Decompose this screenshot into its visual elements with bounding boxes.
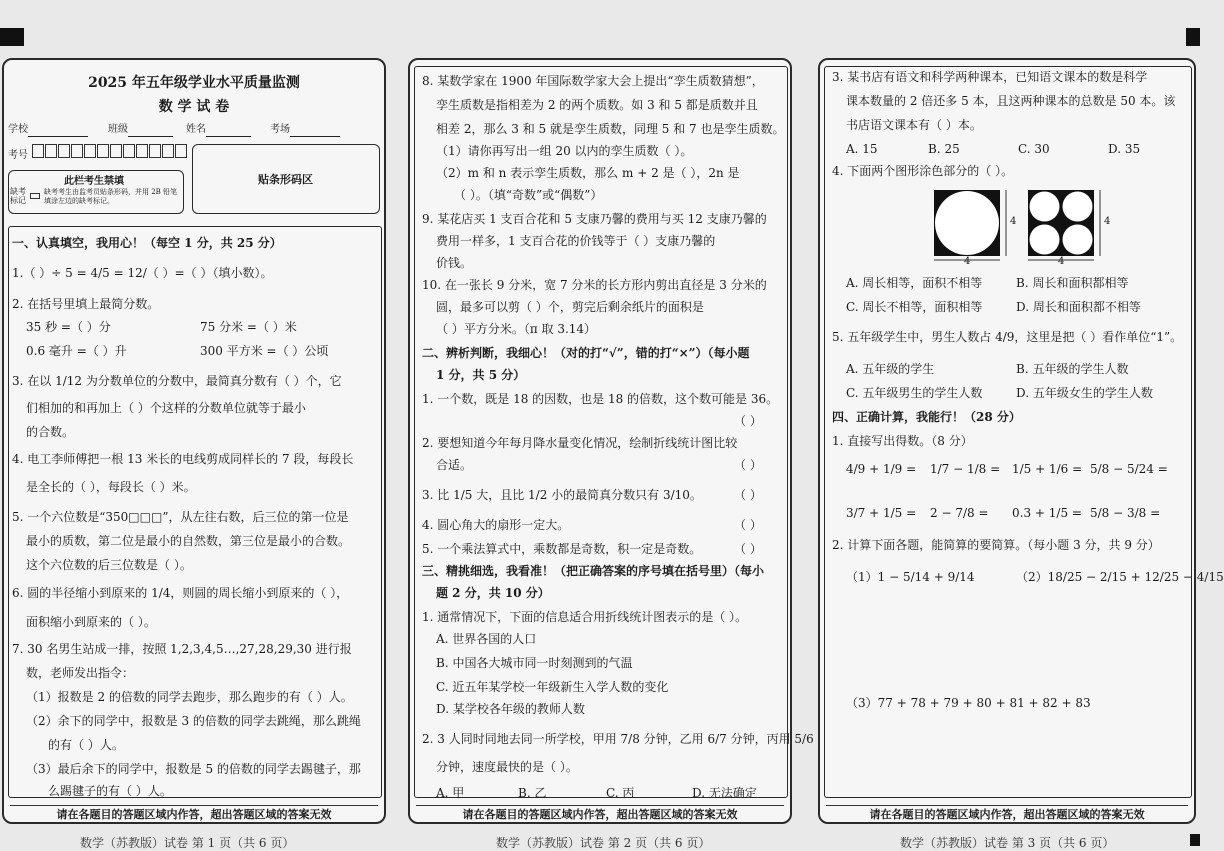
judge-2-cont: 合适。 <box>436 458 473 472</box>
page-3-footer: 请在各题目的答题区域内作答，超出答题区域的答案无效 <box>826 805 1188 823</box>
choice-5: 5. 五年级学生中，男生人数占 4/9，这里是把（ ）看作单位“1”。 <box>832 330 1183 344</box>
corner-mark-bottom-right <box>1190 834 1200 846</box>
q2-b: 75 分米 =（ ）米 <box>200 320 297 334</box>
calc-1-f: 2 − 7/8 = <box>930 506 989 520</box>
calc-1-d: 5/8 − 5/24 = <box>1090 462 1168 476</box>
q10-line3: （ ）平方分米。（π 取 3.14） <box>436 322 597 336</box>
page-1-footer: 请在各题目的答题区域内作答，超出答题区域的答案无效 <box>10 805 378 823</box>
page-2-label: 数学（苏教版）试卷 第 2 页（共 6 页） <box>496 836 711 850</box>
q7-line2: 数，老师发出指令： <box>26 666 135 680</box>
section-3-heading: 三、精挑细选，我看准！（把正确答案的序号填在括号里）（每小 <box>422 564 765 578</box>
calc-1-heading: 1. 直接写出得数。（8 分） <box>832 434 973 448</box>
section-2-heading: 二、辨析判断，我细心！（对的打“√”，错的打“×”）（每小题 <box>422 346 750 360</box>
section-4-heading: 四、正确计算，我能行！（28 分） <box>832 410 1021 424</box>
figure-four-circles <box>1024 188 1111 264</box>
choice-5-c: C. 五年级男生的学生人数 <box>846 386 983 400</box>
exam-number-cells[interactable] <box>32 144 188 162</box>
q1: 1.（ ）÷ 5 = 4/5 = 12/（ ）=（ ）（填小数）。 <box>12 266 273 280</box>
q5-line1: 5. 一个六位数是“350□□□”，从左往右数，后三位的第一位是 <box>12 510 349 524</box>
choice-1-a: A. 世界各国的人口 <box>436 632 537 646</box>
q6-line1: 6. 圆的半径缩小到原来的 1/4，则圆的周长缩小到原来的（ ）， <box>12 586 349 600</box>
info-room: 考场 <box>270 122 340 137</box>
judge-1-answer[interactable]: （ ） <box>734 414 762 428</box>
section-1-heading: 一、认真填空，我用心！（每空 1 分，共 25 分） <box>12 236 282 250</box>
calc-1-b: 1/7 − 1/8 = <box>930 462 1001 476</box>
choice-3-line3: 书店语文课本有（ ）本。 <box>846 118 982 132</box>
q6-line2: 面积缩小到原来的（ ）。 <box>26 615 156 629</box>
calc-2-heading: 2. 计算下面各题，能简算的要简算。（每小题 3 分，共 9 分） <box>832 538 1160 552</box>
choice-3-b: B. 25 <box>928 142 960 156</box>
q10-line1: 10. 在一张长 9 分米，宽 7 分米的长方形内剪出直径是 3 分米的 <box>422 278 767 292</box>
choice-2-b: B. 乙 <box>518 786 547 800</box>
q9-line2: 费用一样多，1 支百合花的价钱等于（ ）支康乃馨的 <box>436 234 716 248</box>
q3-line3: 的合数。 <box>26 425 75 439</box>
info-school: 学校 <box>8 122 88 137</box>
q8-part1: （1）请你再写出一组 20 以内的孪生质数（ ）。 <box>436 144 693 158</box>
choice-5-b: B. 五年级的学生人数 <box>1016 362 1129 376</box>
calc-1-a: 4/9 + 1/9 = <box>846 462 917 476</box>
q10-line2: 圆，最多可以剪（ ）个，剪完后剩余纸片的面积是 <box>436 300 704 314</box>
q7-line1: 7. 30 名男生站成一排，按照 1,2,3,4,5…,27,28,29,30 进行报 <box>12 642 352 656</box>
judge-3: 3. 比 1/5 大，且比 1/2 小的最简真分数只有 3/10。 <box>422 488 702 502</box>
info-name: 姓名 <box>186 122 251 137</box>
exam-subtitle: 数 学 试 卷 <box>158 99 230 115</box>
judge-4-answer[interactable]: （ ） <box>734 518 762 532</box>
q7-part3-cont: 么踢毽子的有（ ）人。 <box>48 784 172 798</box>
figure-four-bottom-dim: 4 <box>1058 256 1065 267</box>
section-2-heading-cont: 1 分，共 5 分） <box>436 368 526 382</box>
q2-c: 0.6 毫升 =（ ）升 <box>26 344 127 358</box>
page-2-footer: 请在各题目的答题区域内作答，超出答题区域的答案无效 <box>416 805 784 823</box>
corner-mark-left <box>0 28 24 46</box>
figure-one-circle <box>930 188 1017 264</box>
judge-5-answer[interactable]: （ ） <box>734 542 762 556</box>
q3-line1: 3. 在以 1/12 为分数单位的分数中，最简真分数有（ ）个，它 <box>12 374 342 388</box>
q4-line1: 4. 电工李师傅把一根 13 米长的电线剪成同样长的 7 段，每段长 <box>12 452 354 466</box>
notice-title: 此栏考生禁填 <box>64 176 124 187</box>
q7-part2-cont: 的有（ ）人。 <box>48 738 124 752</box>
choice-3-d: D. 35 <box>1108 142 1141 156</box>
q8-line2: 孪生质数是指相差为 2 的两个质数。如 3 和 5 都是质数并且 <box>436 98 758 112</box>
info-class: 班级 <box>108 122 173 137</box>
calc-1-e: 3/7 + 1/5 = <box>846 506 917 520</box>
q5-line3: 这个六位数的后三位数是（ ）。 <box>26 558 192 572</box>
calc-2-3: （3）77 + 78 + 79 + 80 + 81 + 82 + 83 <box>846 696 1091 710</box>
corner-mark-right <box>1186 28 1200 46</box>
judge-3-answer[interactable]: （ ） <box>734 488 762 502</box>
calc-1-h: 5/8 − 3/8 = <box>1090 506 1161 520</box>
q4-line2: 是全长的（ ），每段长（ ）米。 <box>26 480 196 494</box>
choice-3-line2: 课本数量的 2 倍还多 5 本，且这两种课本的总数是 50 本。该 <box>846 94 1176 108</box>
barcode-label: 贴条形码区 <box>258 173 313 186</box>
judge-2-answer[interactable]: （ ） <box>734 458 762 472</box>
choice-1-b: B. 中国各大城市同一时刻测到的气温 <box>436 656 633 670</box>
figure-one-bottom-dim: 4 <box>964 256 971 267</box>
q7-part2: （2）余下的同学中，报数是 3 的倍数的同学去跳绳，那么跳绳 <box>26 714 361 728</box>
exam-page-3 <box>818 58 1224 824</box>
choice-5-d: D. 五年级女生的学生人数 <box>1016 386 1153 400</box>
choice-2: 2. 3 人同时同地去同一所学校，甲用 7/8 分钟，乙用 6/7 分钟，丙用 5/6 <box>422 732 814 746</box>
choice-4-b: B. 周长和面积都相等 <box>1016 276 1129 290</box>
page-3-label: 数学（苏教版）试卷 第 3 页（共 6 页） <box>900 836 1115 850</box>
choice-2-c: C. 丙 <box>606 786 635 800</box>
choice-1-c: C. 近五年某学校一年级新生入学人数的变化 <box>436 680 669 694</box>
q8-line3: 相差 2，那么 3 和 5 就是孪生质数，同理 5 和 7 也是孪生质数。 <box>436 122 785 136</box>
q8-line1: 8. 某数学家在 1900 年国际数学家大会上提出“孪生质数猜想”， <box>422 74 764 88</box>
judge-2: 2. 要想知道今年每月降水量变化情况，绘制折线统计图比较 <box>422 436 738 450</box>
calc-1-c: 1/5 + 1/6 = <box>1012 462 1083 476</box>
choice-2-cont: 分钟，速度最快的是（ ）。 <box>436 760 578 774</box>
figure-one-side-dim: 4 <box>1010 216 1017 227</box>
absent-checkbox[interactable] <box>30 193 40 199</box>
choice-4: 4. 下面两个图形涂色部分的（ ）。 <box>832 164 1014 178</box>
judge-1: 1. 一个数，既是 18 的因数，也是 18 的倍数，这个数可能是 36。 <box>422 392 779 406</box>
absent-text: 缺考考生由监考员贴条形码，并用 2B 铅笔填涂左边的缺考标记。 <box>44 188 178 205</box>
q8-part2: （2）m 和 n 表示孪生质数，那么 m + 2 是（ ），2n 是 <box>436 166 740 180</box>
choice-4-a: A. 周长相等，面积不相等 <box>846 276 983 290</box>
exam-page-2 <box>408 58 814 824</box>
q7-part1: （1）报数是 2 的倍数的同学去跑步，那么跑步的有（ ）人。 <box>26 690 353 704</box>
q8-part2-cont: （ ）。（填“奇数”或“偶数”） <box>454 188 603 202</box>
choice-4-d: D. 周长和面积都不相等 <box>1016 300 1141 314</box>
calc-2-1: （1）1 − 5/14 + 9/14 <box>846 570 975 584</box>
choice-1-d: D. 某学校各年级的教师人数 <box>436 702 585 716</box>
q9-line1: 9. 某花店买 1 支百合花和 5 支康乃馨的费用与买 12 支康乃馨的 <box>422 212 767 226</box>
choice-2-d: D. 无法确定 <box>692 786 757 800</box>
q9-line3: 价钱。 <box>436 256 473 270</box>
q7-part3: （3）最后余下的同学中，报数是 5 的倍数的同学去踢毽子，那 <box>26 762 361 776</box>
exam-title: 2025 年五年级学业水平质量监测 <box>88 75 300 91</box>
choice-3-c: C. 30 <box>1018 142 1050 156</box>
choice-5-a: A. 五年级的学生 <box>846 362 935 376</box>
choice-4-c: C. 周长不相等，面积相等 <box>846 300 983 314</box>
choice-3-line1: 3. 某书店有语文和科学两种课本，已知语文课本的数是科学 <box>832 70 1148 84</box>
q2: 2. 在括号里填上最简分数。 <box>12 297 160 311</box>
calc-2-2: （2）18/25 − 2/15 + 12/25 − 4/15 <box>1016 570 1224 584</box>
choice-2-a: A. 甲 <box>436 786 465 800</box>
q3-line2: 们相加的和再加上（ ）个这样的分数单位就等于最小 <box>26 401 306 415</box>
q5-line2: 最小的质数，第二位是最小的自然数，第三位是最小的合数。 <box>26 534 351 548</box>
calc-1-g: 0.3 + 1/5 = <box>1012 506 1082 520</box>
q2-a: 35 秒 =（ ）分 <box>26 320 111 334</box>
absent-label: 缺考 标记 <box>10 187 26 205</box>
figure-four-side-dim: 4 <box>1104 216 1111 227</box>
exam-number-label: 考号 <box>8 150 28 161</box>
choice-1: 1. 通常情况下，下面的信息适合用折线统计图表示的是（ ）。 <box>422 610 748 624</box>
exam-page-1 <box>2 58 386 824</box>
judge-5: 5. 一个乘法算式中，乘数都是奇数，积一定是奇数。 <box>422 542 702 556</box>
choice-3-a: A. 15 <box>846 142 878 156</box>
section-3-heading-cont: 题 2 分，共 10 分） <box>436 586 550 600</box>
page-1-label: 数学（苏教版）试卷 第 1 页（共 6 页） <box>80 836 295 850</box>
judge-4: 4. 圆心角大的扇形一定大。 <box>422 518 570 532</box>
q2-d: 300 平方米 =（ ）公顷 <box>200 344 329 358</box>
